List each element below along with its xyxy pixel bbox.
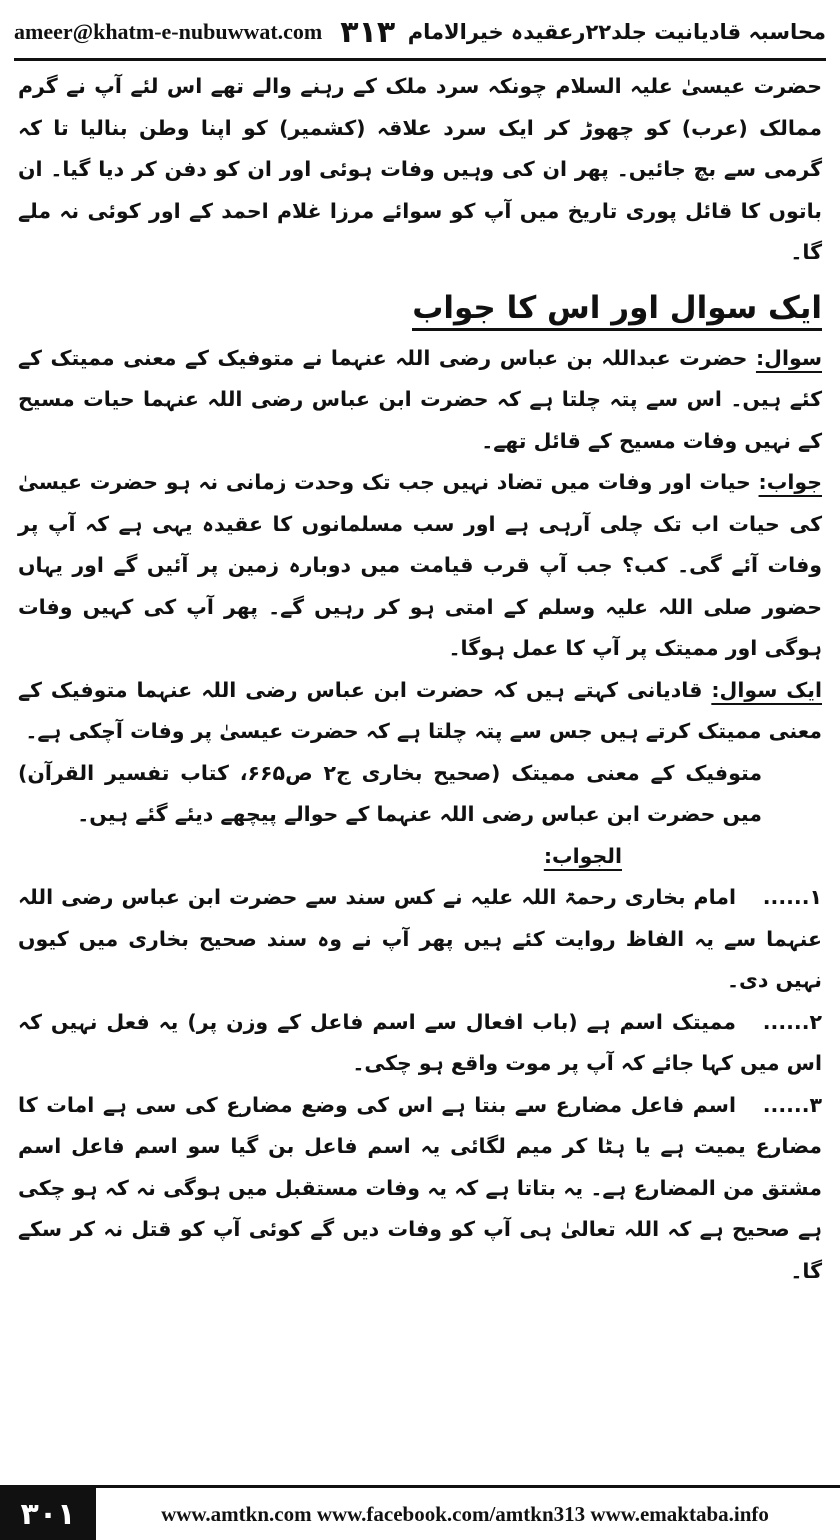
question-paragraph <box>18 338 822 463</box>
page-content <box>18 66 822 1476</box>
footer-page-number: ۳۰۱ <box>0 1488 96 1540</box>
header-book-title: محاسبہ قادیانیت جلد۲۲رعقیدہ خیرالامام <box>407 20 826 44</box>
header-left <box>14 15 395 50</box>
header-email[interactable]: ameer@khatm-e-nubuwwat.com <box>14 19 323 44</box>
list-item <box>18 1002 822 1085</box>
second-question-text: قادیانی کہتے ہیں کہ حضرت ابن عباس رضی اللہ عنہما متوفیک کے معنی ممیتک کرتے ہیں جس سے پتہ چلتا ہے کہ حضرت عیسیٰ پر وفات آچکی ہے۔ <box>18 677 822 743</box>
answer-subheading <box>18 836 822 878</box>
intro-paragraph: حضرت عیسیٰ علیہ السلام چونکہ سرد ملک کے رہنے والے تھے اس لئے آپ نے گرم ممالک (عرب) کو چھوڑ کر ایک سرد علاقہ (کشمیر) کو اپنا وطن بنالیا تا کہ گرمی سے بچ جائیں۔ پھر ان کی وہیں وفات ہوئی اور ان کو دفن کر دیا گیا۔ ان باتوں کا قائل پوری تاریخ میں آپ کو سوائے مرزا غلام احمد کے اور کوئی نہ ملے گا۔ <box>18 74 822 264</box>
list-item-text: ممیتک اسم ہے (باب افعال سے اسم فاعل کے وزن پر) یہ فعل نہیں کہ اس میں کہا جائے کہ آپ پر موت واقع ہو چکی۔ <box>18 1009 822 1075</box>
question-text: حضرت عبداللہ بن عباس رضی اللہ عنہما نے متوفیک کے معنی ممیتک کے کئے ہیں۔ اس سے پتہ چلتا ہے کہ حضرت ابن عباس رضی اللہ عنہما حیات مسیح کے نہیں وفات مسیح کے قائل تھے۔ <box>18 345 822 453</box>
reference-paragraph: متوفیک کے معنی ممیتک (صحیح بخاری ج۲ ص۶۶۵، کتاب تفسیر القرآن) میں حضرت ابن عباس رضی اللہ عنہما کے حوالے پیچھے دیئے گئے ہیں۔ <box>18 760 763 826</box>
list-item-text: اسم فاعل مضارع سے بنتا ہے اس کی وضع مضارع کی سی ہے امات کا مضارع یمیت ہے یا ہٹا کر میم لگائی یہ اسم فاعل بن گیا سو اسم فاعل اسم مشتق من المضارع ہے۔ یہ بتاتا ہے کہ یہ وفات مستقبل میں ہوگی نہ کہ ہو چکی ہے صحیح ہے کہ اللہ تعالیٰ ہی آپ کو وفات دیں گے کوئی آپ کو قتل نہ کر سکے گا۔ <box>18 1092 822 1283</box>
list-item <box>18 877 822 1002</box>
answer-subheading-text: الجواب: <box>543 843 622 868</box>
second-question-paragraph <box>18 670 822 753</box>
answer-label: جواب: <box>758 470 822 494</box>
page-header <box>14 6 826 61</box>
answer-text: حیات اور وفات میں تضاد نہیں جب تک وحدت زمانی نہ ہو حضرت عیسیٰ کی حیات اب تک چلی آرہی ہے اور سب مسلمانوں کا عقیدہ یہی ہے کہ آپ پر وفات آئے گی۔ کب؟ جب آپ قرب قیامت میں دوبارہ زمین پر آئیں گے اور یہاں حضور صلی اللہ علیہ وسلم کے امتی ہو کر رہیں گے۔ پھر آپ کی کہیں وفات ہوگی اور ممیتک پر آپ کا عمل ہوگا۔ <box>18 470 822 660</box>
list-item-number: ۱...... <box>762 885 822 909</box>
list-item-number: ۲...... <box>762 1009 822 1034</box>
footer-urls[interactable]: www.amtkn.com www.facebook.com/amtkn313 www.emaktaba.info <box>161 1501 769 1526</box>
question-label: سوال: <box>755 345 822 370</box>
list-item-number: ۳...... <box>762 1092 822 1117</box>
header-page-number: ۳۱۳ <box>340 14 396 50</box>
list-item-text: امام بخاری رحمۃ اللہ علیہ نے کس سند سے حضرت ابن عباس رضی اللہ عنہما سے یہ الفاظ روایت کئے ہیں پھر آپ نے وہ سند صحیح بخاری میں کیوں نہیں دی۔ <box>18 885 822 992</box>
section-heading-text: ایک سوال اور اس کا جواب <box>412 290 822 331</box>
list-item <box>18 1085 822 1293</box>
section-heading <box>18 284 822 332</box>
page-footer <box>0 1485 840 1540</box>
second-question-label: ایک سوال: <box>711 677 822 702</box>
answer-paragraph <box>18 462 822 670</box>
